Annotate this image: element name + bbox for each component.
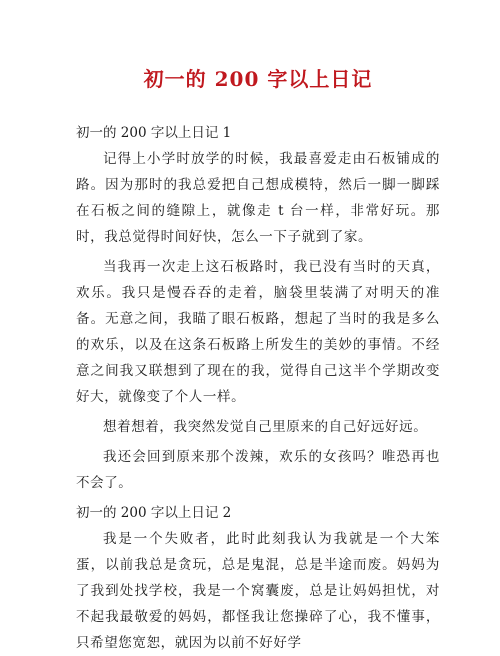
section-1-paragraph-2: 当我再一次走上这石板路时，我已没有当时的天真，欢乐。我只是慢吞吞的走着，脑袋里装满了对明天的准备。无意之间，我瞄了眼石板路，想起了当时的我是多么的欢乐，以及在这条石板路上所发生的美妙的事情。不经意之间我又联想到了现在的我，觉得自己这半个学期改变好大，就像变了个人一样。 xyxy=(76,259,440,405)
document-title: 初一的 200 字以上日记 xyxy=(143,67,373,91)
section-1-paragraph-4: 我还会回到原来那个泼辣，欢乐的女孩吗？唯恐再也不会了。 xyxy=(76,449,440,491)
section-2-paragraph-1: 我是一个失败者，此时此刻我认为我就是一个大笨蛋，以前我总是贪玩，总是鬼混，总是半途而废。妈妈为了我到处找学校，我是一个窝囊废，总是让妈妈担忧，对不起我最敬爱的妈妈，都怪我让您操碎了心，我不懂事，只希望您宽恕，就因为以前不好好学 xyxy=(76,531,440,651)
section-2-heading: 初一的 200 字以上日记 2 xyxy=(76,505,232,521)
section-1-paragraph-3: 想着想着，我突然发觉自己里原来的自己好远好远。 xyxy=(103,419,428,435)
section-1-paragraph-1: 记得上小学时放学的时候，我最喜爱走由石板铺成的路。因为那时的我总爱把自己想成模特，然后一脚一脚踩在石板之间的缝隙上，就像走 t 台一样，非常好玩。那时，我总觉得时间好快，怎么一下子就到了家。 xyxy=(76,151,440,245)
section-1-heading: 初一的 200 字以上日记 1 xyxy=(76,125,232,141)
